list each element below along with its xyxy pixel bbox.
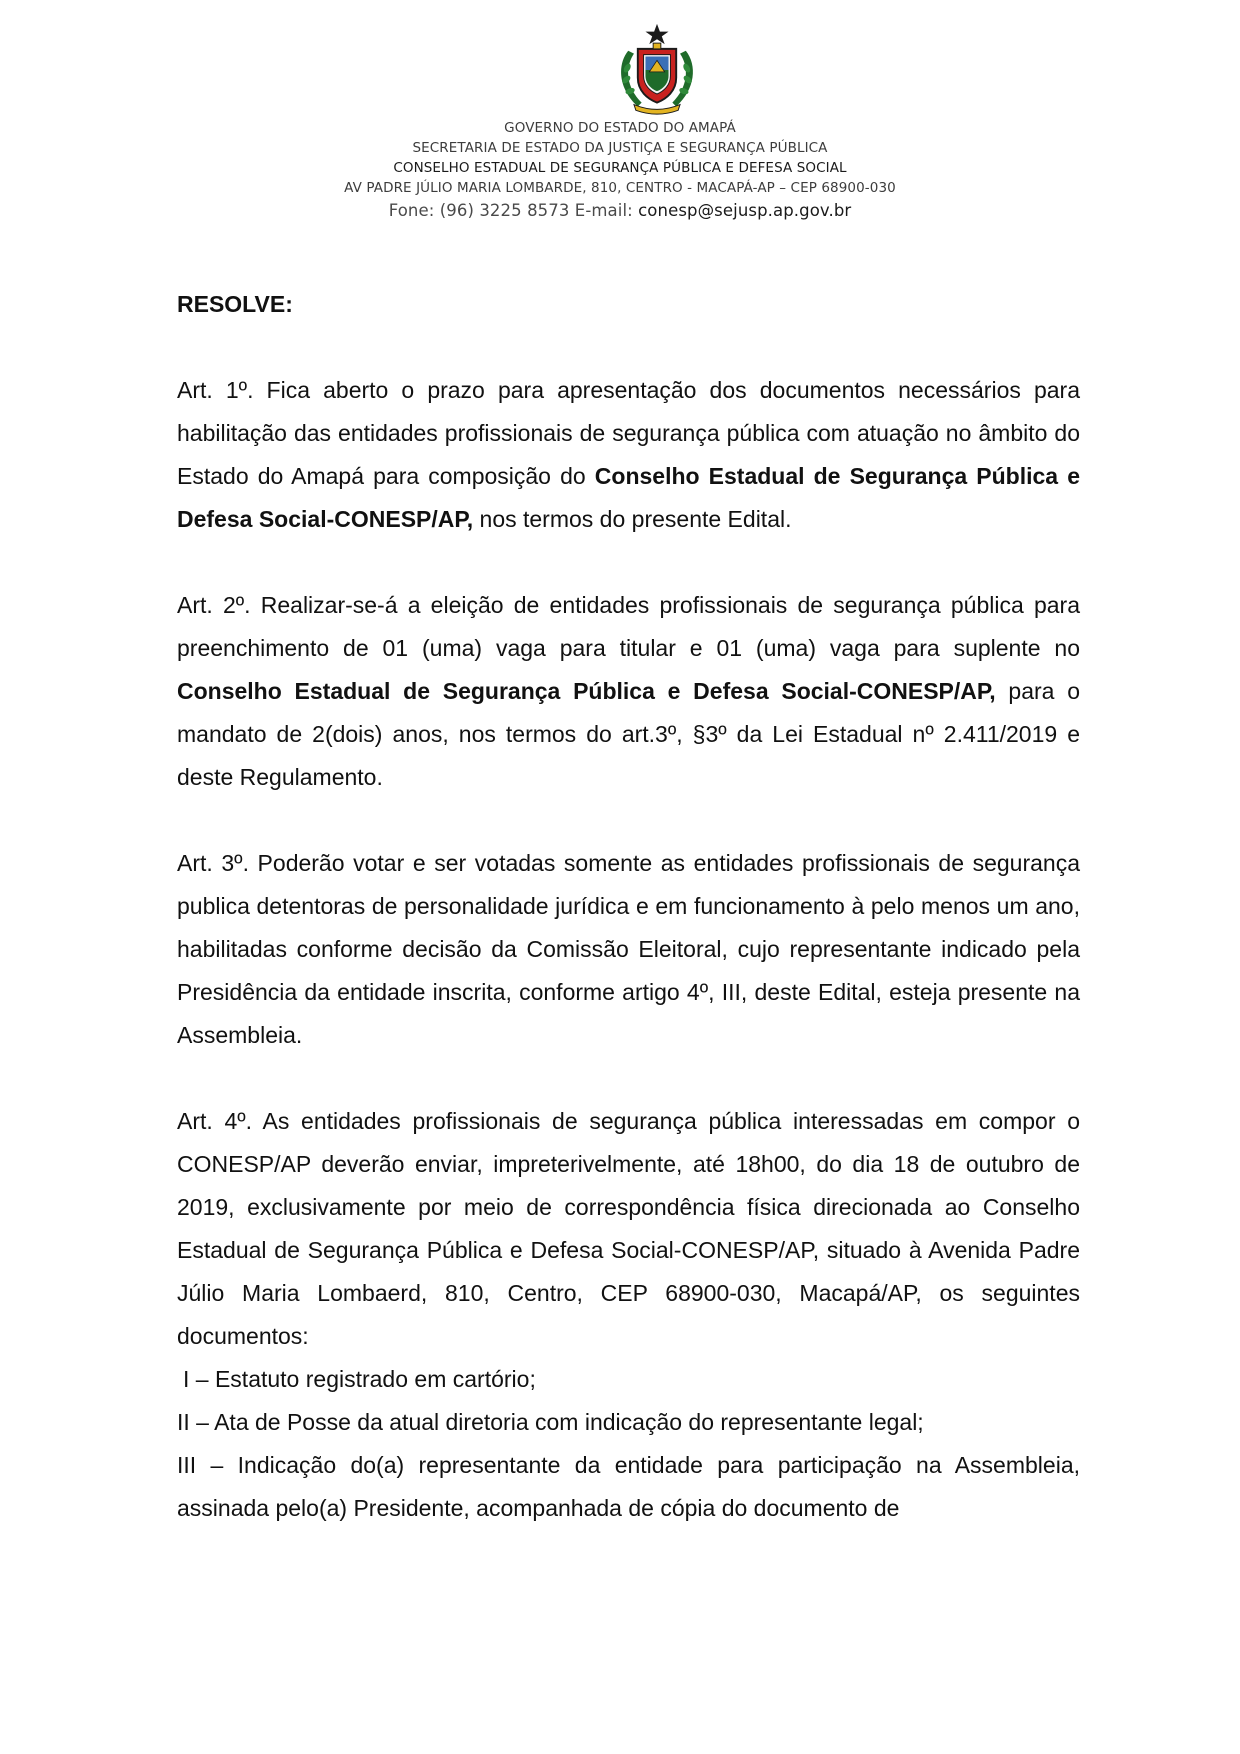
article-1-text: Art. 1º. Fica aberto o prazo para apresentação dos documentos necessários para habilitação das entidades profissionais de segurança pública com atuação no âmbito do Estado do Amapá para composição do (177, 377, 1080, 489)
article-3 (177, 842, 1080, 1057)
state-coat-of-arms-icon (609, 22, 705, 118)
article-4-text: Art. 4º. As entidades profissionais de segurança pública interessadas em compor o CONESP/AP deverão enviar, impreterivelmente, até 18h00, do dia 18 de outubro de 2019, exclusivamente por meio de correspondência física direcionada ao (177, 1108, 1080, 1220)
document-body (177, 283, 1080, 1530)
article-4-council-name: Conselho Estadual de Segurança Pública e Defesa Social-CONESP/AP (177, 1194, 1080, 1263)
article-4-item-1: I – Estatuto registrado em cartório; (183, 1366, 536, 1392)
contact-line (0, 199, 1240, 223)
phone-label: Fone: (96) 3225 8573 E-mail: (388, 201, 639, 220)
article-1 (177, 369, 1080, 541)
address: AV PADRE JÚLIO MARIA LOMBARDE, 810, CENTRO - MACAPÁ-AP – CEP 68900-030 (344, 180, 896, 196)
email-address: conesp@sejusp.ap.gov.br (638, 201, 852, 220)
secretariat-name: SECRETARIA DE ESTADO DA JUSTIÇA E SEGURANÇA PÚBLICA (412, 140, 828, 156)
article-3-text: Art. 3º. Poderão votar e ser votadas somente as entidades profissionais de segurança publica detentoras de personalidade jurídica e em funcionamento à pelo menos um ano, habilitadas conforme decisão da Comissão Eleitoral, cujo representante indicado pela Presidência da entidade inscrita, conforme artigo 4º, III, deste Edital, esteja presente na Assembleia. (177, 850, 1080, 1048)
letterhead (0, 118, 1240, 223)
article-4 (177, 1100, 1080, 1358)
government-name: GOVERNO DO ESTADO DO AMAPÁ (504, 120, 736, 136)
article-1-text-end: nos termos do presente Edital. (473, 506, 792, 532)
article-2-text: Art. 2º. Realizar-se-á a eleição de entidades profissionais de segurança pública para preenchimento de 01 (uma) vaga para titular e 01 (uma) vaga para suplente no (177, 592, 1080, 661)
article-4-item-3: III – Indicação do(a) representante da entidade para participação na Assembleia, assinada pelo(a) Presidente, acompanhada de cópia do documento de (177, 1452, 1080, 1521)
article-2 (177, 584, 1080, 799)
article-2-text-end: para o mandato de 2(dois) anos, nos termos do art.3º, §3º da Lei Estadual nº 2.411/2019 e deste Regulamento. (177, 678, 1080, 790)
article-4-text-end: , situado à Avenida Padre Júlio Maria Lombaerd, 810, Centro, CEP 68900-030, Macapá/AP, os seguintes documentos: (177, 1237, 1080, 1349)
council-name: CONSELHO ESTADUAL DE SEGURANÇA PÚBLICA E DEFESA SOCIAL (393, 160, 847, 176)
article-4-item-2: II – Ata de Posse da atual diretoria com indicação do representante legal; (177, 1409, 924, 1435)
article-1-council-name: Conselho Estadual de Segurança Pública e Defesa Social-CONESP/AP, (177, 463, 1080, 532)
article-2-council-name: Conselho Estadual de Segurança Pública e Defesa Social-CONESP/AP, (177, 678, 996, 704)
resolve-heading: RESOLVE: (177, 291, 293, 317)
